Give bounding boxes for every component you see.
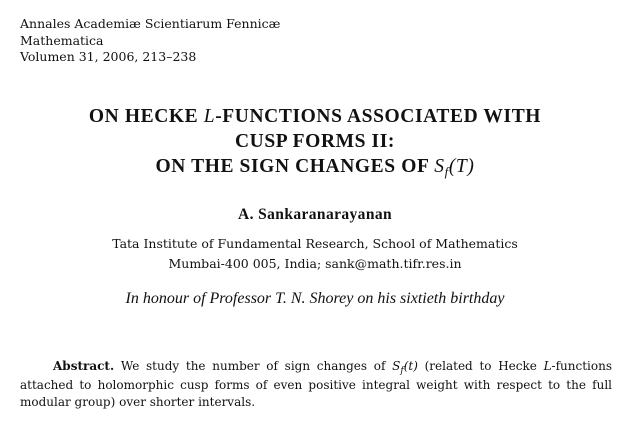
title-line-2: CUSP FORMS II: (234, 131, 396, 152)
abstract-text-2: (related to Hecke (417, 359, 544, 373)
abstract-text-1: We study the number of sign changes of (114, 359, 393, 373)
abstract-label: Abstract. (53, 359, 115, 373)
abstract-math-subscript: f (400, 366, 404, 376)
affiliation-line-1: Tata Institute of Fundamental Research, School of Mathematics (112, 236, 518, 251)
title-text-3: ON THE SIGN CHANGES OF (155, 156, 435, 177)
abstract-math-L: L (543, 359, 552, 373)
paper-title (0, 104, 630, 180)
title-text-1a: ON HECKE (88, 106, 204, 127)
affiliation-line-2: Mumbai-400 005, India; sank@math.tifr.res.in (168, 256, 462, 271)
journal-name: Annales Academiæ Scientiarum Fennicæ (20, 16, 281, 31)
title-text-1b: -FUNCTIONS ASSOCIATED WITH (215, 106, 542, 127)
abstract-math-S: S (392, 359, 401, 373)
abstract-math-arg: (t) (403, 359, 418, 373)
title-line-1 (0, 104, 630, 129)
abstract (20, 358, 612, 411)
title-math-S: S (434, 156, 445, 177)
author-name: A. Sankaranarayanan (237, 206, 393, 223)
title-line-3 (0, 154, 630, 180)
journal-series: Mathematica (20, 32, 104, 48)
journal-header (20, 16, 280, 66)
abstract-text-3: -functions attached to holomorphic cusp forms of even positive integral weight with respect to the full modular group) over shorter intervals. (20, 359, 612, 409)
title-math-arg: (T) (448, 156, 475, 177)
affiliation (0, 234, 630, 274)
title-math-subscript: f (444, 164, 449, 179)
dedication: In honour of Professor T. N. Shorey on his sixtieth birthday (125, 290, 505, 307)
title-math-L: L (203, 106, 216, 127)
journal-volume: Volumen 31, 2006, 213–238 (20, 49, 197, 64)
